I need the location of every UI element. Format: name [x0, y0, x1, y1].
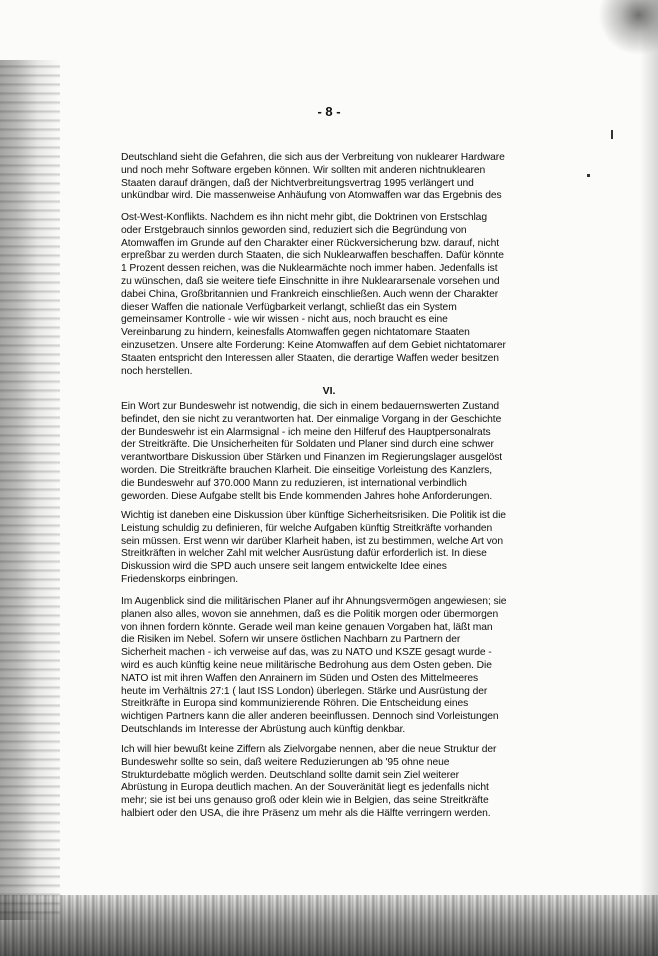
- page-number: - 8 -: [317, 104, 341, 119]
- text-line: planen also alles, wovon sie annehmen, daß es die Politik morgen oder übermorgen: [121, 608, 499, 620]
- text-line: Diskussion wird die SPD auch unsere seit langem entwickelte Idee eines: [121, 561, 447, 573]
- text-line: Ost-West-Konflikts. Nachdem es ihn nicht mehr gibt, die Doktrinen von Erstschlag: [121, 212, 487, 223]
- text-line: Ein Wort zur Bundeswehr ist notwendig, die sich in einem bedauernswerten Zustand: [121, 401, 500, 412]
- text-line: NATO ist mit ihren Waffen den Anrainern im Süden und Osten des Mittelmeeres: [121, 672, 479, 684]
- margin-mark: [587, 174, 590, 177]
- text-line: 1 Prozent dessen reichen, was die Nuklearmächte noch immer haben. Jedenfalls ist: [121, 263, 498, 275]
- text-line: worden. Die Streitkräfte brauchen Klarheit. Die einseitige Vorleistung des Kanzlers,: [121, 464, 493, 476]
- text-line: halbiert oder den USA, die ihre Präsenz um mehr als die Hälfte verringern werden.: [121, 807, 491, 819]
- text-line: unkündbar wird. Die massenweise Anhäufung von Atomwaffen war das Ergebnis des: [121, 190, 502, 202]
- text-line: Strukturdebatte möglich werden. Deutschland sollte damit sein Ziel weiterer: [121, 769, 459, 781]
- text-line: die Bundeswehr auf 370.000 Mann zu reduzieren, ist international verbindlich: [121, 477, 467, 489]
- text-line: Streitkräften in welcher Zahl mit welcher Ausrüstung dafür erforderlich ist. In diese: [121, 548, 487, 560]
- text-line: der Streitkräfte. Die Unsicherheiten für Soldaten und Planer sind durch eine schwer: [121, 439, 494, 451]
- text-line: der Bundeswehr ist ein Alarmsignal - ich meine den Hilferuf des Hauptpersonalrats: [121, 426, 491, 438]
- text-line: dabei China, Großbritannien und Frankreich einschließen. Auch wenn der Charakter: [121, 288, 499, 300]
- text-line: Vereinbarung zu hindern, keinesfalls Atomwaffen gegen nichtatomare Staaten: [121, 327, 470, 339]
- text-line: Sicherheit machen - ich verweise auf das, was zu NATO und KSZE gesagt wurde -: [121, 647, 492, 659]
- text-line: Friedenskorps einbringen.: [121, 573, 239, 585]
- text-line: Abrüstung in Europa deutlich machen. An der Souveränität liegt es jedenfalls nicht: [121, 782, 489, 794]
- text-line: Atomwaffen im Grunde auf den Charakter einer Rückversicherung bzw. darauf, nicht: [121, 237, 500, 249]
- scan-edge-right: [640, 0, 658, 956]
- text-line: und noch mehr Software ergeben können. Wir sollten mit anderen nichtnuklearen: [121, 164, 486, 176]
- text-line: einzusetzen. Unsere alte Forderung: Keine Atomwaffen auf dem Gebiet nichtatomarer: [121, 339, 506, 351]
- text-line: Bundeswehr sollte so sein, daß weitere Reduzierungen ab '95 ohne neue: [121, 756, 450, 768]
- text-line: wichtigen Partners kann die aller anderen beeinflussen. Dennoch sind Vorleistungen: [121, 711, 499, 723]
- text-line: mehr; sie ist bei uns genauso groß oder klein wie in Belgien, das seine Streitkräfte: [121, 795, 489, 807]
- text-line: heute im Verhältnis 27:1 ( laut ISS London) überlegen. Stärke und Ausrüstung der: [121, 685, 488, 697]
- text-line: oder Erstgebrauch sinnlos geworden sind, reduziert sich die Begründung von: [121, 224, 467, 236]
- text-line: Deutschlands im Interesse der Abrüstung auch künftig denkbar.: [121, 723, 406, 735]
- paragraph: [121, 510, 543, 587]
- text-line: Deutschland sieht die Gefahren, die sich aus der Verbreitung von nuklearer Hardware: [121, 152, 505, 163]
- text-line: Staaten entspricht den Interessen aller Staaten, die derartige Waffen weder besitzen: [121, 352, 499, 364]
- text-line: wird es auch künftig keine neue militärische Bedrohung aus dem Osten geben. Die: [121, 659, 492, 671]
- paragraph: [121, 744, 543, 821]
- scan-corner-mark: [580, 0, 658, 60]
- text-line: noch herstellen.: [121, 365, 193, 377]
- text-line: Im Augenblick sind die militärischen Planer auf ihr Ahnungsvermögen angewiesen; sie: [121, 596, 507, 607]
- text-line: Staaten darauf drängen, daß der Nichtverbreitungsvertrag 1995 verlängert und: [121, 177, 474, 189]
- text-line: die Risiken im Nebel. Sofern wir unsere östlichen Nachbarn zu Partnern der: [121, 634, 461, 646]
- scan-edge-bottom: [0, 895, 658, 956]
- text-line: Leistung schuldig zu definieren, für welche Aufgaben künftig Streitkräfte vorhanden: [121, 522, 493, 534]
- text-line: sein müssen. Erst wenn wir darüber Klarheit haben, ist zu bestimmen, welche Art von: [121, 535, 503, 547]
- text-line: befindet, den sie nicht zu verantworten hat. Der einmalige Vorgang in der Geschichte: [121, 413, 502, 425]
- paragraph: [121, 152, 543, 203]
- text-line: dieser Waffen die nationale Verfügbarkeit verlangt, schließt das ein System: [121, 301, 457, 313]
- section-heading: VI.: [322, 385, 336, 397]
- paragraph: [121, 596, 543, 737]
- margin-mark: [611, 130, 613, 139]
- text-line: von ihnen fordern könnte. Gerade weil man keine genauen Vorgaben hat, läßt man: [121, 621, 493, 633]
- text-line: Ich will hier bewußt keine Ziffern als Zielvorgabe nennen, aber die neue Struktur der: [121, 744, 497, 755]
- text-line: erpreßbar zu werden durch Staaten, die sich Nuklearwaffen beschaffen. Dafür könnte: [121, 250, 504, 262]
- text-line: geworden. Diese Aufgabe stellt bis Ende kommenden Jahres hohe Anforderungen.: [121, 490, 493, 502]
- paragraph: [121, 212, 543, 378]
- text-line: Streitkräfte in Europa sind kommunizierende Röhren. Die Entscheidung eines: [121, 698, 469, 710]
- scan-edge-left: [0, 60, 60, 920]
- paragraph: [121, 401, 543, 503]
- text-line: verantwortbare Diskussion über Stärken und Finanzen im Regierungslager ausgelöst: [121, 452, 503, 464]
- text-line: gemeinsamer Kontrolle - wie wir wissen - nicht aus, noch braucht es eine: [121, 314, 448, 326]
- text-line: zu wünschen, daß sie weitere tiefe Einschnitte in ihre Nukleararsenale vorsehen und: [121, 275, 500, 287]
- text-line: Wichtig ist daneben eine Diskussion über künftige Sicherheitsrisiken. Die Politik ist die: [121, 510, 506, 521]
